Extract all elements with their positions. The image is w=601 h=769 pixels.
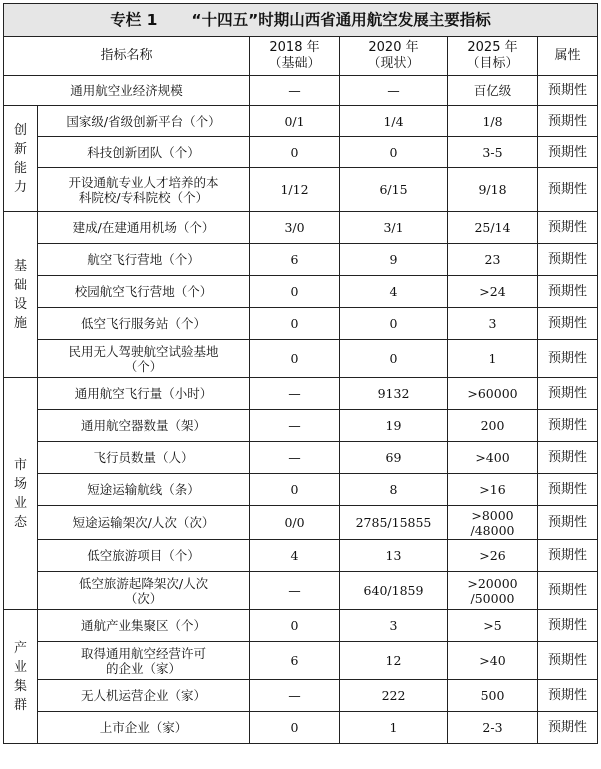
value-2020: 9132 [340,378,448,410]
table-row [4,168,598,212]
table-row [4,642,598,680]
indicator-name: 飞行员数量（人） [38,442,250,474]
value-2018: 0 [250,610,340,642]
indicator-name: 取得通用航空经营许可 的企业（家） [38,642,250,680]
indicator-name: 上市企业（家） [38,712,250,744]
attribute: 预期性 [538,712,598,744]
attribute: 预期性 [538,212,598,244]
value-2020: 3/1 [340,212,448,244]
value-2018: 6 [250,244,340,276]
attribute: 预期性 [538,308,598,340]
attribute: 预期性 [538,378,598,410]
value-2025: >400 [448,442,538,474]
table-row [4,474,598,506]
attribute: 预期性 [538,137,598,168]
attribute: 预期性 [538,540,598,572]
value-2020: 1/4 [340,106,448,137]
attribute: 预期性 [538,106,598,137]
value-2020: 4 [340,276,448,308]
value-2025: 23 [448,244,538,276]
indicator-name: 开设通航专业人才培养的本 科院校/专科院校（个） [38,168,250,212]
indicator-name: 通用航空飞行量（小时） [38,378,250,410]
indicator-name: 低空旅游项目（个） [38,540,250,572]
value-2018: 0 [250,276,340,308]
indicator-table-page [3,3,597,744]
value-2018: 0 [250,474,340,506]
value-2025: >60000 [448,378,538,410]
value-2025: >16 [448,474,538,506]
value-2020: 2785/15855 [340,506,448,540]
value-2025: >5 [448,610,538,642]
attribute: 预期性 [538,340,598,378]
title-row [4,4,598,37]
value-2025: >40 [448,642,538,680]
indicator-name: 低空旅游起降架次/人次 （次） [38,572,250,610]
general-attr: 预期性 [538,76,598,106]
indicator-name: 航空飞行营地（个） [38,244,250,276]
table-row [4,540,598,572]
indicator-name: 无人机运营企业（家） [38,680,250,712]
indicator-name: 校园航空飞行营地（个） [38,276,250,308]
value-2025: 200 [448,410,538,442]
value-2025: 500 [448,680,538,712]
table-row [4,506,598,540]
table-row [4,410,598,442]
value-2018: 0/1 [250,106,340,137]
attribute: 预期性 [538,642,598,680]
attribute: 预期性 [538,276,598,308]
table-row [4,106,598,137]
attribute: 预期性 [538,610,598,642]
value-2018: 1/12 [250,168,340,212]
value-2025: 25/14 [448,212,538,244]
value-2020: 6/15 [340,168,448,212]
general-2025: 百亿级 [448,76,538,106]
indicator-name: 低空飞行服务站（个） [38,308,250,340]
value-2018: 3/0 [250,212,340,244]
indicator-name: 国家级/省级创新平台（个） [38,106,250,137]
table-row [4,308,598,340]
category-label: 产业集群 [4,610,38,744]
header-attr: 属性 [538,37,598,76]
attribute: 预期性 [538,680,598,712]
value-2018: — [250,378,340,410]
value-2025: >20000 /50000 [448,572,538,610]
value-2025: 9/18 [448,168,538,212]
indicator-name: 通航产业集聚区（个） [38,610,250,642]
value-2025: 3 [448,308,538,340]
table-row [4,572,598,610]
value-2020: 222 [340,680,448,712]
table-row [4,340,598,378]
value-2018: — [250,680,340,712]
value-2018: — [250,410,340,442]
column-label: 专栏 1 [110,10,158,29]
attribute: 预期性 [538,572,598,610]
category-label: 创新能力 [4,106,38,212]
header-row [4,37,598,76]
header-2018: 2018 年 （基础） [250,37,340,76]
value-2020: 9 [340,244,448,276]
attribute: 预期性 [538,168,598,212]
attribute: 预期性 [538,410,598,442]
value-2020: 13 [340,540,448,572]
table-row [4,76,598,106]
attribute: 预期性 [538,442,598,474]
value-2020: 19 [340,410,448,442]
table-row [4,442,598,474]
value-2018: — [250,442,340,474]
header-name: 指标名称 [4,37,250,76]
table-row [4,610,598,642]
attribute: 预期性 [538,474,598,506]
value-2020: 69 [340,442,448,474]
indicator-name: 建成/在建通用机场（个） [38,212,250,244]
indicator-name: 短途运输架次/人次（次） [38,506,250,540]
indicator-name: 科技创新团队（个） [38,137,250,168]
attribute: 预期性 [538,506,598,540]
table-title [4,4,598,37]
value-2018: 4 [250,540,340,572]
category-label: 市场业态 [4,378,38,610]
general-name: 通用航空业经济规模 [4,76,250,106]
value-2020: 0 [340,308,448,340]
value-2020: 0 [340,340,448,378]
table-row [4,276,598,308]
value-2018: 0/0 [250,506,340,540]
value-2020: 1 [340,712,448,744]
table-row [4,212,598,244]
value-2020: 640/1859 [340,572,448,610]
value-2018: 0 [250,308,340,340]
indicator-name: 民用无人驾驶航空试验基地 （个） [38,340,250,378]
value-2018: — [250,572,340,610]
category-label: 基础设施 [4,212,38,378]
indicator-name: 通用航空器数量（架） [38,410,250,442]
value-2025: 1 [448,340,538,378]
value-2020: 12 [340,642,448,680]
value-2025: 1/8 [448,106,538,137]
value-2020: 0 [340,137,448,168]
indicator-name: 短途运输航线（条） [38,474,250,506]
value-2025: 2-3 [448,712,538,744]
attribute: 预期性 [538,244,598,276]
value-2025: 3-5 [448,137,538,168]
indicator-table [3,3,598,744]
title-text: “十四五”时期山西省通用航空发展主要指标 [191,10,491,29]
value-2025: >24 [448,276,538,308]
header-2025: 2025 年 （目标） [448,37,538,76]
value-2020: 8 [340,474,448,506]
table-row [4,680,598,712]
general-2020: — [340,76,448,106]
table-row [4,244,598,276]
header-2020: 2020 年 （现状） [340,37,448,76]
table-row [4,712,598,744]
value-2018: 6 [250,642,340,680]
value-2025: >26 [448,540,538,572]
value-2025: >8000 /48000 [448,506,538,540]
value-2018: 0 [250,340,340,378]
table-row [4,137,598,168]
general-2018: — [250,76,340,106]
value-2018: 0 [250,712,340,744]
table-row [4,378,598,410]
value-2018: 0 [250,137,340,168]
value-2020: 3 [340,610,448,642]
